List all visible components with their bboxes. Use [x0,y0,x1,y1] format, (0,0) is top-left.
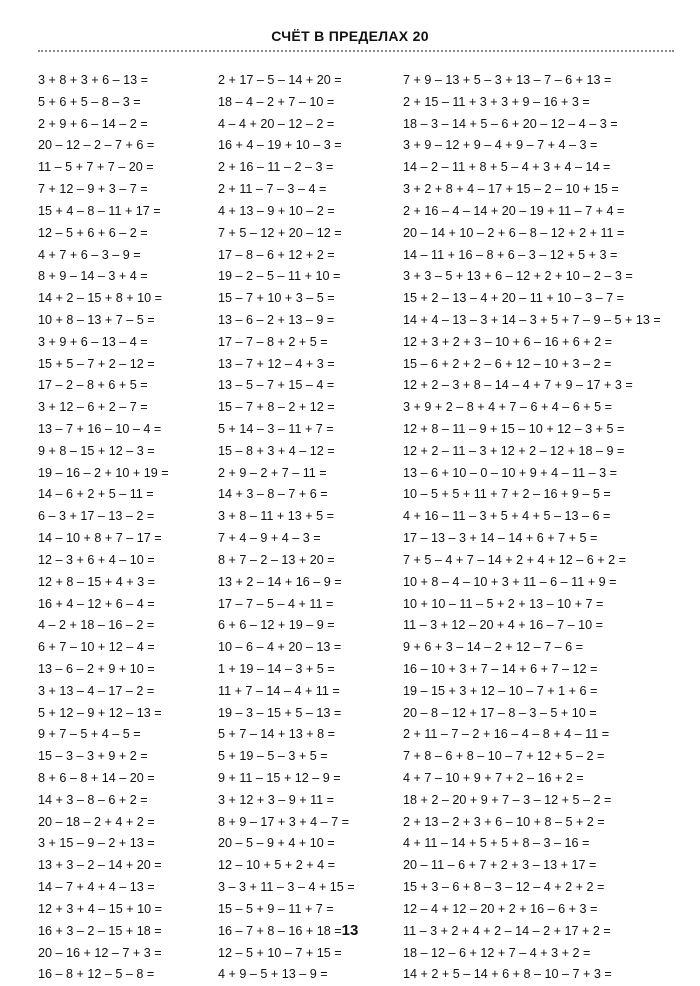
exercise-item: 15 + 4 – 8 – 11 + 17 = [38,203,161,218]
exercise-item: 13 + 2 – 14 + 16 – 9 = [218,574,342,589]
exercise-item: 8 + 9 – 17 + 3 + 4 – 7 = [218,814,349,829]
exercise-item: 17 – 7 – 5 – 4 + 11 = [218,596,334,611]
exercise-item: 8 + 7 – 2 – 13 + 20 = [218,552,335,567]
exercise-item: 6 + 7 – 10 + 12 – 4 = [38,640,155,655]
exercise-item: 14 – 10 + 8 + 7 – 17 = [38,531,162,546]
exercise-item: 18 – 12 – 6 + 12 + 7 – 4 + 3 + 2 = [403,945,591,960]
exercise-item: 15 – 8 + 3 + 4 – 12 = [218,443,335,458]
exercise-item: 1 + 19 – 14 – 3 + 5 = [218,661,335,676]
exercise-item: 13 + 3 – 2 – 14 + 20 = [38,858,162,873]
exercise-item: 4 + 16 – 11 – 3 + 5 + 4 + 5 – 13 – 6 = [403,509,611,524]
exercise-item: 12 + 8 – 15 + 4 + 3 = [38,574,155,589]
exercise-item: 3 + 9 + 2 – 8 + 4 + 7 – 6 + 4 – 6 + 5 = [403,400,613,415]
exercise-item: 20 – 14 + 10 – 2 + 6 – 8 – 12 + 2 + 11 = [403,225,625,240]
exercise-item: 5 + 12 – 9 + 12 – 13 = [38,705,162,720]
exercise-item: 20 – 11 – 6 + 7 + 2 + 3 – 13 + 17 = [403,858,597,873]
exercise-item: 14 – 6 + 2 + 5 – 11 = [38,487,154,502]
exercise-item: 4 – 2 + 18 – 16 – 2 = [38,618,155,633]
exercise-item: 3 + 3 – 5 + 13 + 6 – 12 + 2 + 10 – 2 – 3 = [403,269,633,284]
exercise-item: 12 + 8 – 11 – 9 + 15 – 10 + 12 – 3 + 5 = [403,422,625,436]
exercise-column-2 [218,70,403,986]
exercise-item: 2 + 16 – 11 – 2 – 3 = [218,160,334,175]
exercise-item: 11 – 5 + 7 + 7 – 20 = [38,160,154,175]
dotted-divider [38,50,674,52]
exercise-item: 15 – 3 – 3 + 9 + 2 = [38,749,148,764]
exercise-item: 6 + 6 – 12 + 19 – 9 = [218,618,335,633]
exercise-item: 11 + 7 – 14 – 4 + 11 = [218,683,340,698]
exercise-item: 10 + 10 – 11 – 5 + 2 + 13 – 10 + 7 = [403,596,604,611]
exercise-item: 18 – 4 – 2 + 7 – 10 = [218,94,335,109]
exercise-item: 16 + 3 – 2 – 15 + 18 = [38,923,162,938]
exercise-item: 15 – 6 + 2 + 2 – 6 + 12 – 10 + 3 – 2 = [403,356,612,371]
exercise-item: 17 – 7 – 8 + 2 + 5 = [218,334,328,349]
exercise-item: 3 – 3 + 11 – 3 – 4 + 15 = [218,880,355,895]
page-number: 13 [341,922,359,939]
exercise-item: 14 + 3 – 8 – 7 + 6 = [218,487,328,502]
exercise-item: 3 + 12 + 3 – 9 + 11 = [218,792,335,807]
exercise-item: 2 + 11 – 7 – 2 + 16 – 4 – 8 + 4 – 11 = [403,727,610,742]
exercise-item: 2 + 9 + 6 – 14 – 2 = [38,116,148,131]
exercise-item: 12 + 3 + 2 + 3 – 10 + 6 – 16 + 6 + 2 = [403,334,613,349]
exercise-item: 3 + 8 – 11 + 13 + 5 = [218,509,335,524]
exercise-item: 8 + 6 – 8 + 14 – 20 = [38,771,155,785]
exercise-item: 7 + 4 – 9 + 4 – 3 = [218,531,321,546]
exercise-item: 11 – 3 + 2 + 4 + 2 – 14 – 2 + 17 + 2 = [403,923,611,938]
exercise-item: 19 – 16 – 2 + 10 + 19 = [38,465,169,480]
page-title: СЧЁТ В ПРЕДЕЛАХ 20 [271,28,429,44]
exercise-item: 7 + 9 – 13 + 5 – 3 + 13 – 7 – 6 + 13 = [403,73,612,87]
exercise-item: 20 – 8 – 12 + 17 – 8 – 3 – 5 + 10 = [403,705,597,720]
exercise-item: 19 – 15 + 3 + 12 – 10 – 7 + 1 + 6 = [403,683,598,698]
exercise-item: 10 + 8 – 4 – 10 + 3 + 11 – 6 – 11 + 9 = [403,574,617,589]
exercise-column-3 [403,70,693,986]
exercise-item: 20 – 16 + 12 – 7 + 3 = [38,945,162,960]
exercise-item: 3 + 9 – 12 + 9 – 4 + 9 – 7 + 4 – 3 = [403,138,598,153]
exercise-item: 5 + 6 + 5 – 8 – 3 = [38,94,141,109]
exercise-item: 18 + 2 – 20 + 9 + 7 – 3 – 12 + 5 – 2 = [403,792,612,807]
exercise-item: 10 + 8 – 13 + 7 – 5 = [38,312,155,327]
exercise-item: 4 + 11 – 14 + 5 + 5 + 8 – 3 – 16 = [403,836,590,851]
exercise-item: 3 + 2 + 8 + 4 – 17 + 15 – 2 – 10 + 15 = [403,182,619,197]
exercise-item: 4 + 9 – 5 + 13 – 9 = [218,967,328,982]
exercise-item: 15 – 7 + 10 + 3 – 5 = [218,291,335,306]
exercise-item: 7 + 12 – 9 + 3 – 7 = [38,182,148,197]
exercise-item: 16 – 7 + 8 – 16 + 18 = [218,923,342,938]
exercise-item: 14 – 7 + 4 + 4 – 13 = [38,880,155,895]
exercise-item: 5 + 7 – 14 + 13 + 8 = [218,727,335,742]
exercise-item: 3 + 12 – 6 + 2 – 7 = [38,400,148,415]
exercise-item: 14 – 11 + 16 – 8 + 6 – 3 – 12 + 5 + 3 = [403,247,618,262]
exercise-item: 16 + 4 – 12 + 6 – 4 = [38,596,155,611]
exercise-item: 15 – 7 + 8 – 2 + 12 = [218,400,335,415]
exercise-item: 7 + 5 – 4 + 7 – 14 + 2 + 4 + 12 – 6 + 2 = [403,552,627,567]
exercise-item: 12 – 3 + 6 + 4 – 10 = [38,552,155,567]
exercise-item: 15 – 5 + 9 – 11 + 7 = [218,901,334,916]
exercise-item: 7 + 8 – 6 + 8 – 10 – 7 + 12 + 5 – 2 = [403,749,605,764]
exercise-item: 9 + 7 – 5 + 4 – 5 = [38,727,141,742]
exercise-item: 16 – 8 + 12 – 5 – 8 = [38,967,155,982]
exercise-item: 10 – 5 + 5 + 11 + 7 + 2 – 16 + 9 – 5 = [403,487,611,502]
exercise-item: 14 + 2 – 15 + 8 + 10 = [38,291,162,306]
exercise-item: 4 + 7 + 6 – 3 – 9 = [38,247,141,262]
exercise-item: 13 – 7 + 12 – 4 + 3 = [218,356,335,371]
exercise-item: 20 – 18 – 2 + 4 + 2 = [38,814,155,829]
exercise-item: 12 – 10 + 5 + 2 + 4 = [218,858,335,873]
exercise-item: 3 + 15 – 9 – 2 + 13 = [38,836,155,851]
exercise-item: 20 – 5 – 9 + 4 + 10 = [218,836,335,851]
exercise-item: 16 + 4 – 19 + 10 – 3 = [218,138,342,153]
exercise-item: 12 – 5 + 6 + 6 – 2 = [38,225,148,240]
exercise-item: 14 + 4 – 13 – 3 + 14 – 3 + 5 + 7 – 9 – 5 + 13 = [403,312,661,327]
exercise-item: 2 + 15 – 11 + 3 + 3 + 9 – 16 + 3 = [403,94,590,109]
exercise-item: 15 + 2 – 13 – 4 + 20 – 11 + 10 – 3 – 7 = [403,291,625,306]
exercise-item: 15 + 3 – 6 + 8 – 3 – 12 – 4 + 2 + 2 = [403,880,605,895]
exercise-item: 5 + 19 – 5 – 3 + 5 = [218,749,328,764]
exercise-item: 15 + 5 – 7 + 2 – 12 = [38,356,155,371]
exercise-item: 5 + 14 – 3 – 11 + 7 = [218,422,334,436]
exercise-item: 4 + 7 – 10 + 9 + 7 + 2 – 16 + 2 = [403,771,584,785]
exercise-item: 17 – 2 – 8 + 6 + 5 = [38,378,148,393]
exercise-columns [0,70,700,982]
exercise-item: 4 + 13 – 9 + 10 – 2 = [218,203,335,218]
exercise-item: 2 + 9 – 2 + 7 – 11 = [218,465,327,480]
exercise-item: 12 + 2 – 3 + 8 – 14 – 4 + 7 + 9 – 17 + 3 = [403,378,633,393]
exercise-item: 7 + 5 – 12 + 20 – 12 = [218,225,342,240]
exercise-item: 2 + 16 – 4 – 14 + 20 – 19 + 11 – 7 + 4 = [403,203,625,218]
exercise-item: 10 – 6 – 4 + 20 – 13 = [218,640,342,655]
exercise-item: 14 + 2 + 5 – 14 + 6 + 8 – 10 – 7 + 3 = [403,967,612,982]
exercise-column-1 [38,70,218,986]
exercise-item: 4 – 4 + 20 – 12 – 2 = [218,116,335,131]
exercise-item: 13 – 6 – 2 + 9 + 10 = [38,661,155,676]
exercise-item: 3 + 13 – 4 – 17 – 2 = [38,683,155,698]
exercise-item: 12 – 4 + 12 – 20 + 2 + 16 – 6 + 3 = [403,901,598,916]
exercise-item: 16 – 10 + 3 + 7 – 14 + 6 + 7 – 12 = [403,661,598,676]
exercise-item: 20 – 12 – 2 – 7 + 6 = [38,138,155,153]
exercise-item: 13 – 5 – 7 + 15 – 4 = [218,378,335,393]
exercise-item: 2 + 13 – 2 + 3 + 6 – 10 + 8 – 5 + 2 = [403,814,605,829]
exercise-item: 12 + 3 + 4 – 15 + 10 = [38,901,162,916]
exercise-item: 13 – 6 + 10 – 0 – 10 + 9 + 4 – 11 – 3 = [403,465,618,480]
exercise-item: 13 – 7 + 16 – 10 – 4 = [38,422,162,436]
exercise-item: 9 + 8 – 15 + 12 – 3 = [38,443,155,458]
exercise-item: 2 + 11 – 7 – 3 – 4 = [218,182,327,197]
exercise-item: 19 – 2 – 5 – 11 + 10 = [218,269,341,284]
exercise-item: 19 – 3 – 15 + 5 – 13 = [218,705,342,720]
exercise-item: 14 + 3 – 8 – 6 + 2 = [38,792,148,807]
exercise-item: 6 – 3 + 17 – 13 – 2 = [38,509,155,524]
exercise-item: 17 – 13 – 3 + 14 – 14 + 6 + 7 + 5 = [403,531,598,546]
exercise-item: 14 – 2 – 11 + 8 + 5 – 4 + 3 + 4 – 14 = [403,160,611,175]
exercise-item: 3 + 8 + 3 + 6 – 13 = [38,73,148,87]
exercise-item: 13 – 6 – 2 + 13 – 9 = [218,312,335,327]
exercise-item: 8 + 9 – 14 – 3 + 4 = [38,269,148,284]
exercise-item: 9 + 6 + 3 – 14 – 2 + 12 – 7 – 6 = [403,640,583,655]
exercise-item: 12 – 5 + 10 – 7 + 15 = [218,945,342,960]
exercise-item: 3 + 9 + 6 – 13 – 4 = [38,334,148,349]
exercise-item: 18 – 3 – 14 + 5 – 6 + 20 – 12 – 4 – 3 = [403,116,618,131]
exercise-item: 2 + 17 – 5 – 14 + 20 = [218,73,342,87]
exercise-item: 9 + 11 – 15 + 12 – 9 = [218,771,341,785]
exercise-item: 12 + 2 – 11 – 3 + 12 + 2 – 12 + 18 – 9 = [403,443,625,458]
exercise-item: 11 – 3 + 12 – 20 + 4 + 16 – 7 – 10 = [403,618,604,633]
exercise-item: 17 – 8 – 6 + 12 + 2 = [218,247,335,262]
